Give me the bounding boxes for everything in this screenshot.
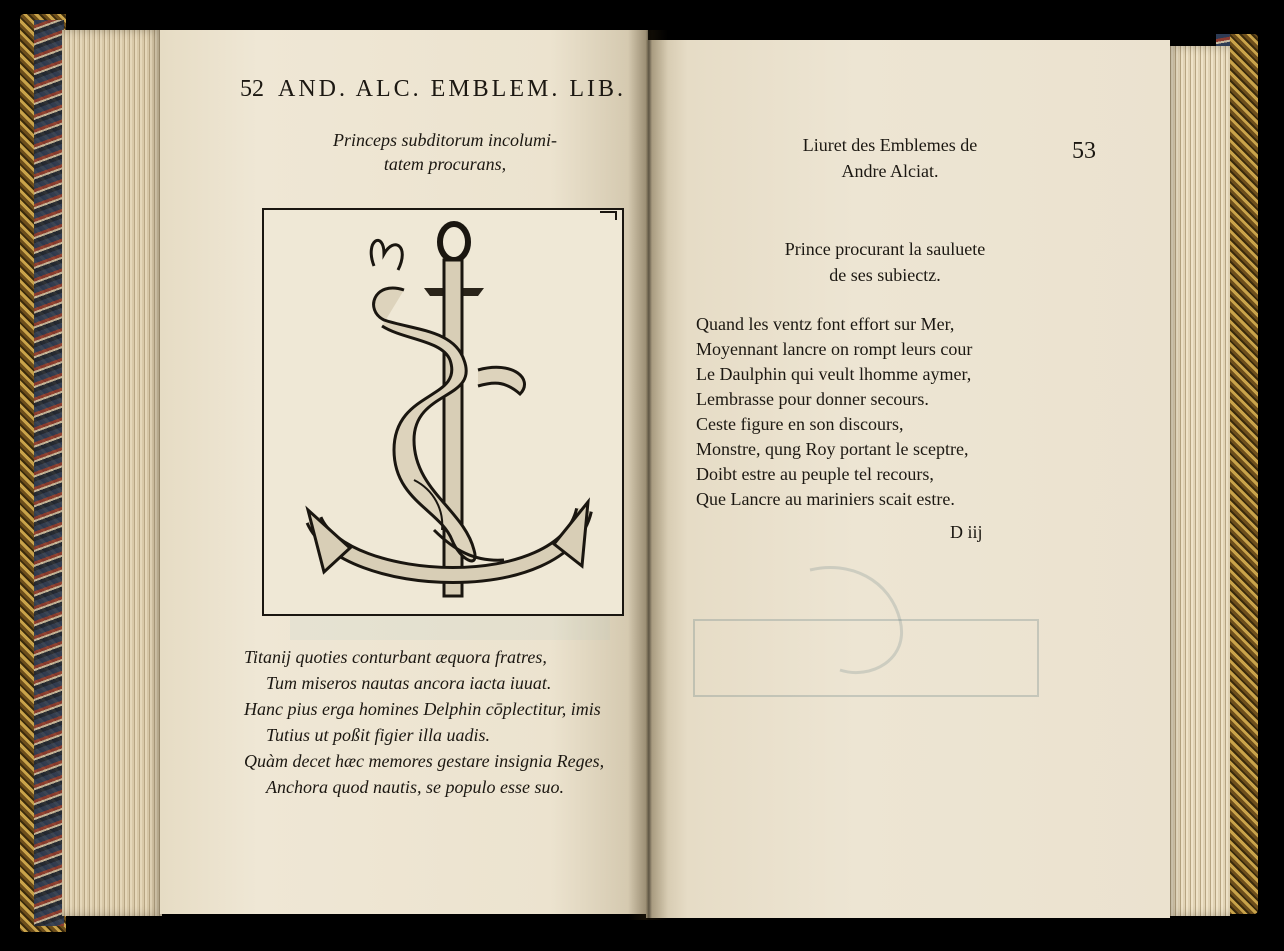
verse-line: Tum miseros nautas ancora iacta iuuat. xyxy=(266,673,552,693)
verse-line: Ceste figure en son discours, xyxy=(696,414,904,434)
verse-line: Quàm decet hæc memores gestare insignia Reges, xyxy=(244,751,605,771)
page-edges-left xyxy=(62,30,162,916)
verse-line: Doibt estre au peuple tel recours, xyxy=(696,464,934,484)
book-cover-left xyxy=(20,14,66,932)
book-cover-right xyxy=(1228,34,1258,914)
anchor-with-dolphin-icon xyxy=(264,210,622,614)
emblem-title-french xyxy=(740,236,1030,288)
show-through-right xyxy=(690,560,1050,700)
verse-line: Anchora quod nautis, se populo esse suo. xyxy=(266,777,564,797)
verse-line: Que Lancre au mariniers scait estre. xyxy=(696,489,955,509)
verse-line: Titanij quoties conturbant æquora fratres, xyxy=(244,647,547,667)
running-head-right xyxy=(760,132,1020,184)
emblem-title-latin-line: Princeps subditorum incolumi- xyxy=(333,130,557,150)
running-head-left xyxy=(240,76,640,103)
page-number-left: 52 xyxy=(240,76,264,102)
woodcut-illustration xyxy=(262,208,624,616)
emblem-title-french-line: Prince procurant la sauluete xyxy=(784,239,986,259)
verse-line: Tutius ut poßit figier illa uadis. xyxy=(266,725,491,745)
verse-line: Quand les ventz font effort sur Mer, xyxy=(696,314,955,334)
verse-latin xyxy=(244,644,644,800)
page-number-right: 53 xyxy=(1072,138,1096,164)
running-head-left-text: AND. ALC. EMBLEM. LIB. xyxy=(278,76,626,102)
verse-french xyxy=(696,312,1026,512)
verse-line: Hanc pius erga homines Delphin cōplectitur, imis xyxy=(244,699,601,719)
verse-line: Le Daulphin qui veult lhomme aymer, xyxy=(696,364,972,384)
emblem-title-latin-line: tatem procurans, xyxy=(383,154,507,174)
page-edges-right xyxy=(1168,46,1230,916)
emblem-title-latin xyxy=(280,128,610,176)
verse-line: Lembrasse pour donner secours. xyxy=(696,389,929,409)
signature-mark: D iij xyxy=(950,522,983,542)
emblem-title-french-line: de ses subiectz. xyxy=(829,265,941,285)
running-head-right-line: Andre Alciat. xyxy=(841,161,939,181)
verse-line: Monstre, qung Roy portant le sceptre, xyxy=(696,439,969,459)
verse-line: Moyennant lancre on rompt leurs cour xyxy=(696,339,973,359)
running-head-right-line: Liuret des Emblemes de xyxy=(802,135,978,155)
